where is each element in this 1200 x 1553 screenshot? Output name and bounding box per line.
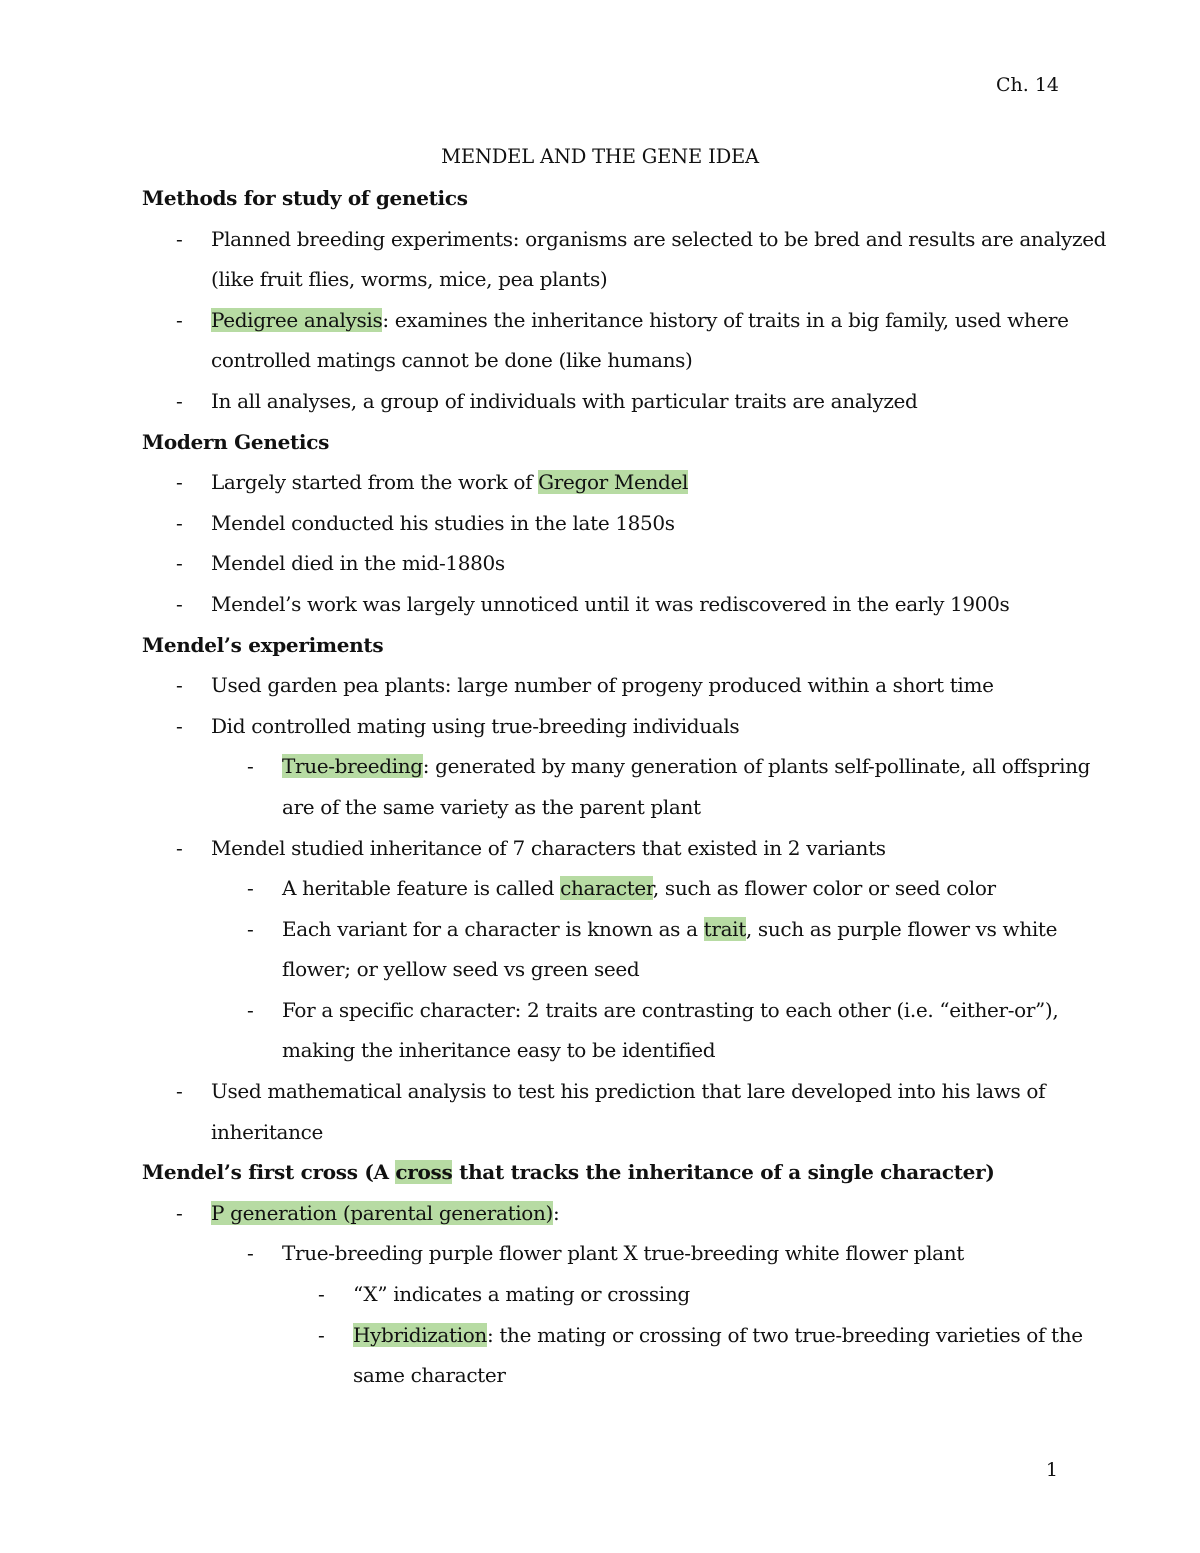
bullet-dash: - <box>176 1200 183 1225</box>
text-run: Mendel conducted his studies in the late 1850s <box>211 510 675 535</box>
text-run: Largely started from the work of <box>211 470 539 495</box>
text-run: : <box>553 1200 560 1225</box>
section-heading <box>142 1152 1062 1193</box>
page-title: MENDEL AND THE GENE IDEA <box>441 145 759 168</box>
bullet-dash: - <box>176 673 183 698</box>
text-run: Mendel’s experiments <box>142 632 384 657</box>
text-run: Used garden pea plants: large number of progeny produced within a short time <box>211 673 994 698</box>
highlighted-term: character <box>560 876 653 901</box>
text-run: A heritable feature is called <box>282 876 561 901</box>
continuation-line <box>142 1112 1062 1153</box>
text-run: Mendel died in the mid-1880s <box>211 551 505 576</box>
bullet-item <box>142 909 1062 950</box>
bullet-dash: - <box>247 916 254 941</box>
bullet-item <box>142 1193 1062 1234</box>
highlighted-term: trait <box>703 916 746 941</box>
highlighted-term: Hybridization <box>353 1322 487 1347</box>
bullet-item <box>142 1233 1062 1274</box>
bullet-dash: - <box>318 1322 325 1347</box>
text-run: : the mating or crossing of two true-breeding varieties of the <box>486 1322 1083 1347</box>
text-run: , such as purple flower vs white <box>745 916 1058 941</box>
bullet-item <box>142 706 1062 747</box>
text-run: (like fruit flies, worms, mice, pea plants) <box>211 267 608 292</box>
bullet-dash: - <box>176 470 183 495</box>
bullet-dash: - <box>247 997 254 1022</box>
page-number: 1 <box>1045 1459 1058 1481</box>
text-run: : generated by many generation of plants self-pollinate, all offspring <box>422 754 1091 779</box>
bullet-item <box>142 868 1062 909</box>
chapter-label: Ch. 14 <box>995 74 1059 96</box>
bullet-dash: - <box>247 1241 254 1266</box>
document-body <box>142 178 1107 1396</box>
bullet-item <box>142 503 1062 544</box>
highlighted-term: Gregor Mendel <box>538 470 688 495</box>
bullet-dash: - <box>176 226 183 251</box>
text-run: Mendel studied inheritance of 7 characters that existed in 2 variants <box>211 835 886 860</box>
highlighted-term: Pedigree analysis <box>211 307 383 332</box>
bullet-item <box>142 462 1062 503</box>
bullet-item <box>142 584 1062 625</box>
highlighted-term: P generation (parental generation) <box>211 1200 553 1225</box>
bullet-dash: - <box>176 713 183 738</box>
bullet-item <box>142 543 1062 584</box>
text-run: Modern Genetics <box>142 429 330 454</box>
text-run: that tracks the inheritance of a single character) <box>452 1160 995 1185</box>
text-run: Planned breeding experiments: organisms are selected to be bred and results are analyzed <box>211 226 1107 251</box>
text-run: Used mathematical analysis to test his prediction that lare developed into his laws of <box>211 1079 1046 1104</box>
text-run: making the inheritance easy to be identified <box>282 1038 716 1063</box>
bullet-item <box>142 1274 1062 1315</box>
continuation-line <box>142 1355 1062 1396</box>
text-run: flower; or yellow seed vs green seed <box>282 957 640 982</box>
bullet-item <box>142 1315 1083 1356</box>
text-run: , such as flower color or seed color <box>652 876 996 901</box>
continuation-line <box>142 1030 1062 1071</box>
text-run: Did controlled mating using true-breeding individuals <box>211 713 740 738</box>
section-heading <box>142 178 1062 219</box>
bullet-item <box>142 665 1062 706</box>
text-run: same character <box>353 1363 506 1388</box>
text-run: “X” indicates a mating or crossing <box>353 1282 690 1307</box>
bullet-dash: - <box>318 1282 325 1307</box>
bullet-item <box>142 990 1062 1031</box>
bullet-dash: - <box>176 551 183 576</box>
bullet-dash: - <box>176 510 183 535</box>
bullet-item <box>142 381 1062 422</box>
text-run: For a specific character: 2 traits are contrasting to each other (i.e. “either-or”), <box>282 997 1059 1022</box>
text-run: controlled matings cannot be done (like humans) <box>211 348 693 373</box>
section-heading <box>142 625 1062 666</box>
bullet-dash: - <box>247 754 254 779</box>
text-run: In all analyses, a group of individuals with particular traits are analyzed <box>211 388 918 413</box>
bullet-item <box>142 1071 1062 1112</box>
bullet-dash: - <box>176 1079 183 1104</box>
text-run: Each variant for a character is known as a <box>282 916 704 941</box>
bullet-item <box>142 746 1091 787</box>
text-run: Methods for study of genetics <box>142 186 468 210</box>
section-heading <box>142 422 1062 463</box>
text-run: : examines the inheritance history of traits in a big family, used where <box>382 307 1069 332</box>
bullet-item <box>142 219 1107 260</box>
continuation-line <box>142 259 1062 300</box>
bullet-dash: - <box>176 307 183 332</box>
continuation-line <box>142 340 1062 381</box>
bullet-dash: - <box>176 835 183 860</box>
text-run: are of the same variety as the parent plant <box>282 794 701 819</box>
text-run: Mendel’s work was largely unnoticed until it was rediscovered in the early 1900s <box>211 591 1010 616</box>
text-run: inheritance <box>211 1119 323 1144</box>
text-run: True-breeding purple flower plant X true-breeding white flower plant <box>282 1241 964 1266</box>
bullet-dash: - <box>176 591 183 616</box>
bullet-item <box>142 828 1062 869</box>
bullet-item <box>142 300 1069 341</box>
continuation-line <box>142 949 1062 990</box>
highlighted-term: True-breeding <box>282 754 423 779</box>
text-run: Mendel’s first cross (A <box>142 1160 396 1185</box>
bullet-dash: - <box>247 876 254 901</box>
highlighted-term: cross <box>395 1160 453 1185</box>
bullet-dash: - <box>176 388 183 413</box>
continuation-line <box>142 787 1062 828</box>
